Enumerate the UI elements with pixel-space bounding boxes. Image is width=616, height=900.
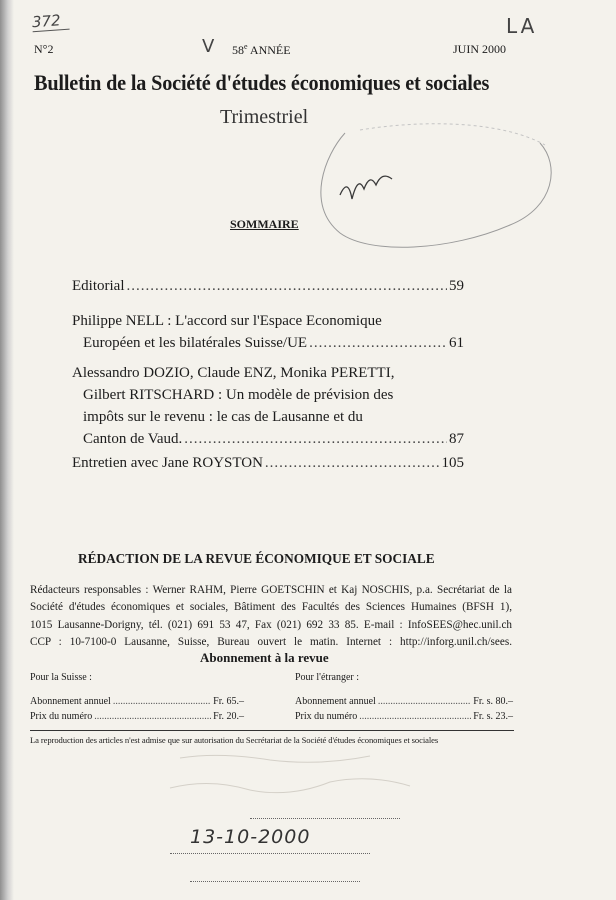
toc-entry-royston [72,452,464,474]
circular-stamp [300,115,590,265]
price-label: Abonnement annuel [30,696,111,707]
bulletin-title: Bulletin de la Société d'études économiques et sociales [34,70,490,95]
price-label: Prix du numéro [30,711,93,722]
dot-leader [359,711,471,722]
handwritten-date: 13-10-2000 [190,826,311,848]
dot-leader [127,275,448,297]
dot-leader [309,332,447,354]
year-label: ANNÉE [249,43,291,57]
toc-page-number: 87 [449,431,464,447]
toc-entry-line: Philippe NELL : L'accord sur l'Espace Economique [72,313,382,329]
toc-entry-title: Entretien avec Jane ROYSTON [72,455,263,471]
bottom-line [190,880,360,882]
abonnement-heading: Abonnement à la revue [200,650,329,665]
handwritten-number: 372 [31,11,69,33]
dot-leader [113,696,211,707]
bulletin-subtitle: Trimestriel [220,106,309,128]
redaction-line: Société d'études économiques et sociales, Bâtiment des Facultés des Sciences Humaines (BFSH 1), [30,601,512,614]
footer-note: La reproduction des articles n'est admise que sur autorisation du Secrétariat de la Société d'études économiques et sociales [30,735,439,745]
dot-leader [265,452,440,474]
toc-entry-dozio [72,362,464,450]
dot-leader [94,711,211,722]
issue-date: JUIN 2000 [453,42,506,56]
toc-entry-line: Européen et les bilatérales Suisse/UE [83,335,308,351]
redaction-heading: RÉDACTION DE LA REVUE ÉCONOMIQUE ET SOCIALE [78,551,435,566]
issue-number: N°2 [34,42,54,56]
redaction-paragraph [30,582,512,651]
toc-entry-line: impôts sur le revenu : le cas de Lausanne et du [83,409,363,425]
handwritten-initials: LA [506,14,538,38]
price-label: Abonnement annuel [295,696,376,707]
faint-stamp-marks [160,748,460,808]
toc-entry-line: Alessandro DOZIO, Claude ENZ, Monika PERETTI, [72,365,395,381]
date-line [170,852,370,854]
stamp-initials [342,160,392,173]
dot-leader [378,696,471,707]
sommaire-heading: SOMMAIRE [230,217,299,231]
price-value: Fr. 20.– [213,711,244,722]
toc-entry-title: Editorial [72,278,125,294]
year-number: 58 [232,43,244,57]
year-of-publication [232,42,291,58]
scan-edge-shadow [0,0,14,900]
footer-rule [30,730,514,731]
price-value: Fr. s. 23.– [473,711,513,722]
etranger-issue-row [295,711,513,722]
suisse-annual-row [30,696,244,707]
dot-leader [184,428,447,450]
toc-entry-nell [72,310,464,354]
toc-entry-editorial [72,275,464,297]
redaction-line: Rédacteurs responsables : Werner RAHM, Pierre GOETSCHIN et Kaj NOSCHIS, p.a. Secrétariat de la [30,584,512,596]
redaction-line: CCP : 10-7100-0 Lausanne, Suisse, Bureau ouvert le matin. Internet : http://inforg.unil.ch/sees. [30,635,512,648]
price-label: Prix du numéro [295,711,358,722]
etranger-label: Pour l'étranger : [295,672,360,683]
registration-line [250,817,400,819]
year-suffix: e [244,42,248,51]
suisse-issue-row [30,711,244,722]
etranger-annual-row [295,696,513,707]
check-mark: V [202,36,215,57]
toc-page-number: 105 [441,455,464,471]
suisse-label: Pour la Suisse : [30,672,92,683]
toc-page-number: 59 [449,278,464,294]
redaction-line: 1015 Lausanne-Dorigny, tél. (021) 691 53 47, Fax (021) 692 33 85. E-mail : InfoSEES@hec.unil.ch [30,618,512,631]
price-value: Fr. 65.– [213,696,244,707]
toc-entry-line: Gilbert RITSCHARD : Un modèle de prévision des [83,387,394,403]
price-value: Fr. s. 80.– [473,696,513,707]
toc-page-number: 61 [449,335,464,351]
toc-entry-line: Canton de Vaud. [83,431,183,447]
